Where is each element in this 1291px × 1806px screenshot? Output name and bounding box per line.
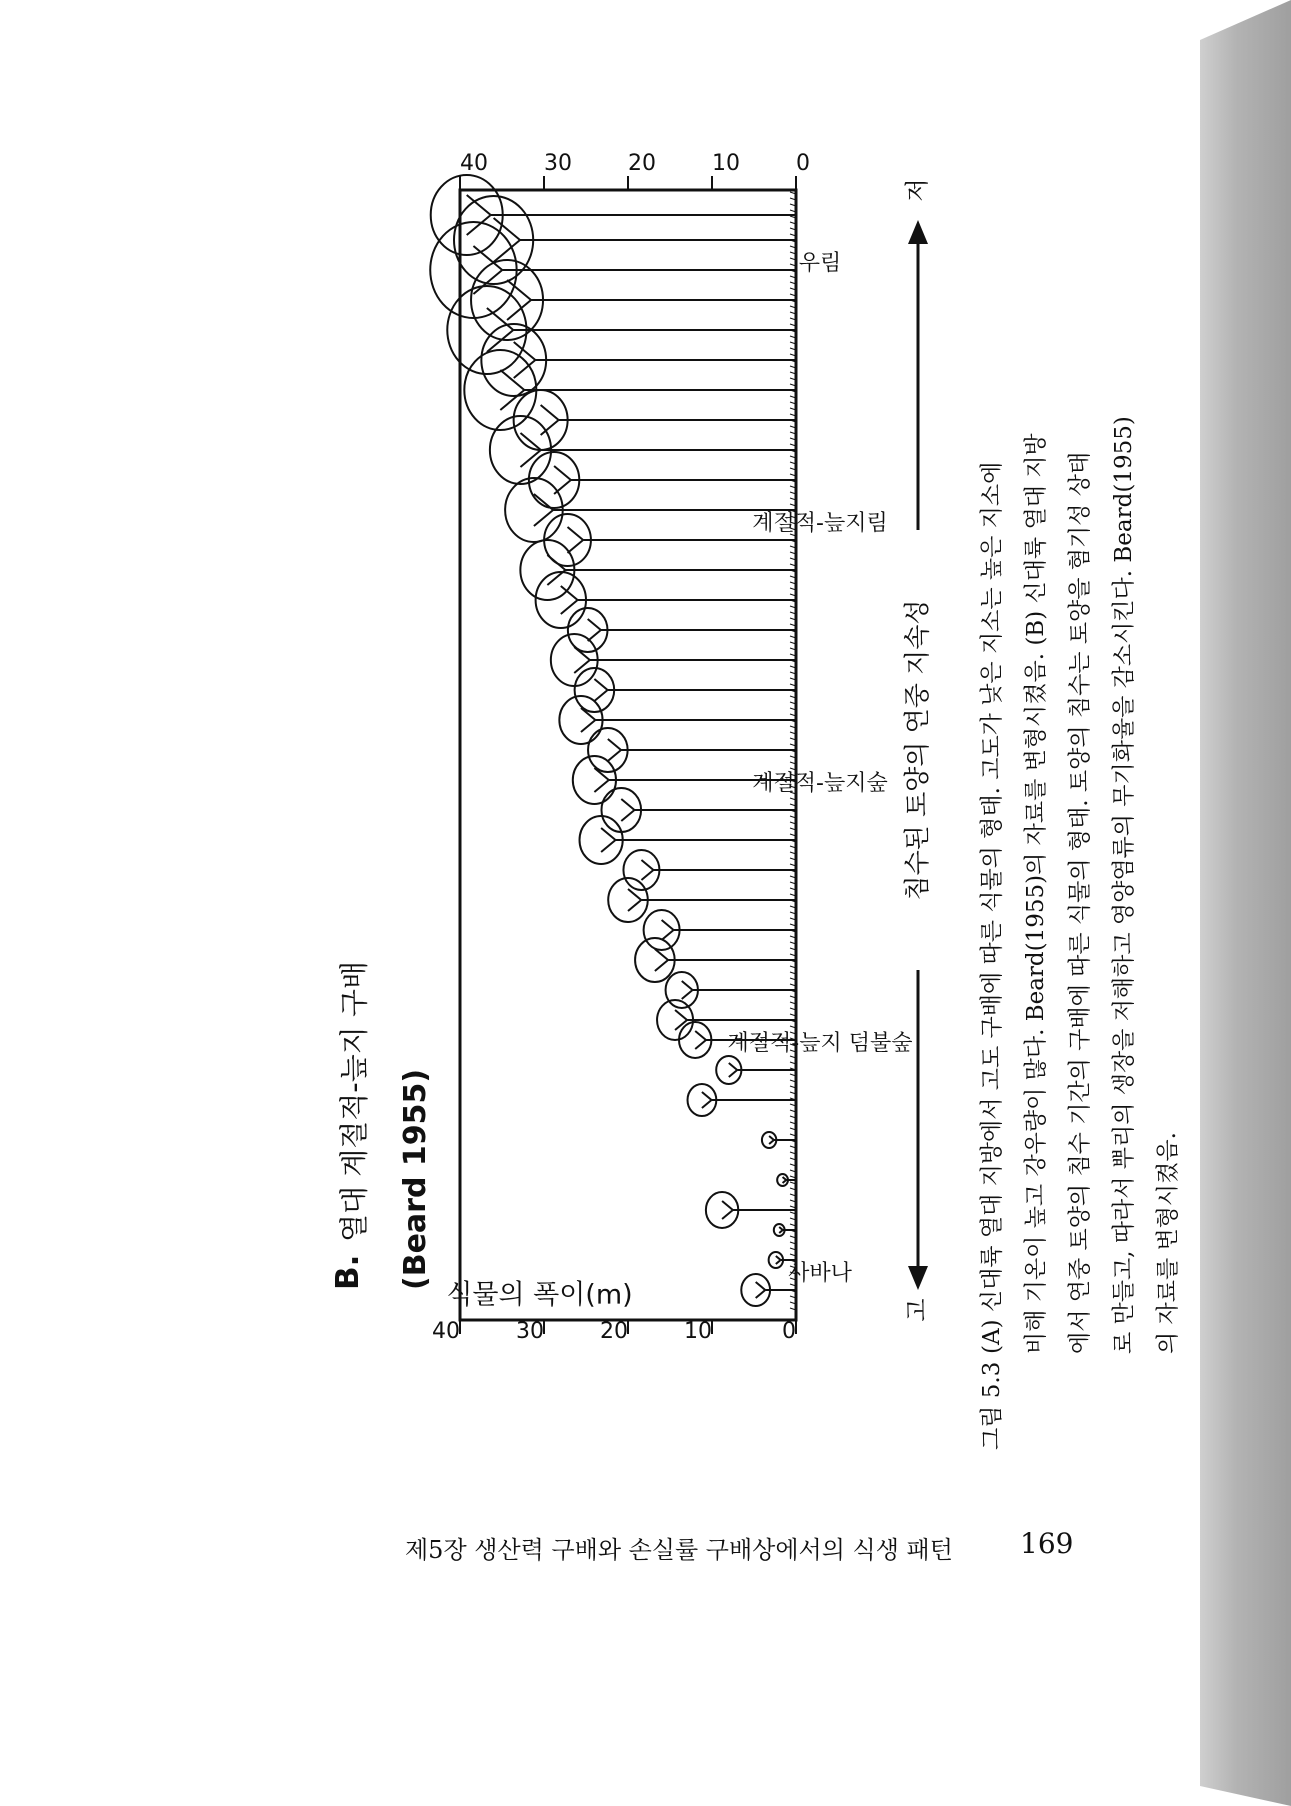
y-tick-left-0: 0 xyxy=(782,1319,796,1344)
vegetation-figure xyxy=(420,150,913,1350)
gradient-low-label: 저 xyxy=(903,178,931,202)
page-edge-top-corner xyxy=(1200,0,1291,40)
veg-label-swamp-forest: 계절적-늪지림 xyxy=(752,511,888,536)
book-page-edge xyxy=(1200,0,1291,1806)
figure-panel-label: B. xyxy=(330,1254,366,1290)
caption-number: 그림 5.3 xyxy=(979,1361,1005,1450)
tree-branches xyxy=(776,1256,781,1264)
y-tick-left-10: 10 xyxy=(684,1319,712,1344)
tree-branches xyxy=(729,1063,737,1077)
left-arrowhead-icon xyxy=(908,1266,928,1290)
right-y-ticks xyxy=(460,151,810,176)
tree-branches xyxy=(547,555,565,585)
tree-branches xyxy=(588,619,601,641)
caption-line-4: 로 만들고, 따라서 뿌리의 생장을 저해하고 영양염류의 무기화율을 감소시킨다. Beard(1955) xyxy=(1111,416,1137,1354)
tree-branches xyxy=(601,828,615,852)
tree-branches xyxy=(756,1282,766,1298)
tree-branches xyxy=(655,949,668,971)
running-head-text: 제5장 생산력 구배와 손실률 구배상에서의 식생 패턴 xyxy=(405,1536,953,1564)
y-tick-right-20: 20 xyxy=(628,151,656,176)
caption-line-2: 비해 기온이 높고 강우량이 많다. Beard(1955)의 자료를 변형시켰음. (B) 신대륙 열대 지방 xyxy=(1023,433,1049,1354)
figure-panel-title: 열대 계절적-늪지 구배 xyxy=(337,960,371,1242)
caption-line-1: (A) 신대륙 열대 지방에서 고도 구배에 따른 식물의 형태. 고도가 낮은 지소는 높은 지소에 xyxy=(979,461,1005,1354)
rotated-content xyxy=(200,50,1181,1750)
gradient-high-label: 고 xyxy=(903,1298,931,1322)
y-tick-right-30: 30 xyxy=(544,151,572,176)
tree-branches xyxy=(541,405,559,435)
tree-branches xyxy=(695,1031,706,1049)
veg-label-swamp-thicket: 계절적-늪지 덤불숲 xyxy=(727,1031,913,1056)
y-tick-right-0: 0 xyxy=(796,151,810,176)
figure-caption xyxy=(970,416,1190,1450)
veg-label-savanna: 사바나 xyxy=(788,1261,852,1286)
tree-branches xyxy=(594,679,607,701)
tree-branches xyxy=(507,280,531,320)
caption-line-3: 에서 연중 토양의 침수 기간의 구배에 따른 식물의 형태. 토양의 침수는 토양을 혐기성 상태 xyxy=(1067,451,1093,1354)
tree-branches xyxy=(561,586,578,614)
tree-branches xyxy=(722,1201,733,1219)
y-axis-label: 식물의 폭이(m) xyxy=(446,1279,633,1311)
gradient-arrow-row xyxy=(890,150,950,1350)
tree-branches xyxy=(682,981,693,999)
tree-branches xyxy=(641,860,653,880)
tree-branches xyxy=(467,195,491,235)
tree-branches xyxy=(769,1136,774,1144)
tree-branches xyxy=(608,739,621,761)
tree-silhouettes xyxy=(430,175,796,1310)
figure-source: (Beard 1955) xyxy=(398,1068,433,1290)
tree-branches xyxy=(783,1177,787,1183)
running-head-page-number: 169 xyxy=(1020,1527,1074,1560)
tree-branches xyxy=(779,1227,783,1233)
tree-branches xyxy=(500,370,524,410)
right-arrowhead-icon xyxy=(908,220,928,244)
y-tick-right-40: 40 xyxy=(460,151,488,176)
tree-branches xyxy=(662,920,674,940)
tree-branches xyxy=(568,527,584,553)
tree-branches xyxy=(628,889,641,911)
veg-label-swamp-woodland: 계절적-늪지숲 xyxy=(752,771,888,796)
left-y-ticks xyxy=(432,1319,796,1344)
veg-label-rainforest: 우림 xyxy=(798,251,842,276)
vegetation-type-labels xyxy=(728,251,913,1286)
y-tick-right-10: 10 xyxy=(712,151,740,176)
y-tick-left-40: 40 xyxy=(432,1319,460,1344)
gradient-label: 침수된 토양의 연중 지속성 xyxy=(903,599,933,901)
y-tick-left-30: 30 xyxy=(516,1319,544,1344)
page-edge-bottom-corner xyxy=(1200,1786,1291,1806)
tree-branches xyxy=(702,1092,712,1108)
caption-line-5: 의 자료를 변형시켰음. xyxy=(1155,1132,1181,1354)
y-tick-left-20: 20 xyxy=(600,1319,628,1344)
tree-branches xyxy=(621,799,634,821)
